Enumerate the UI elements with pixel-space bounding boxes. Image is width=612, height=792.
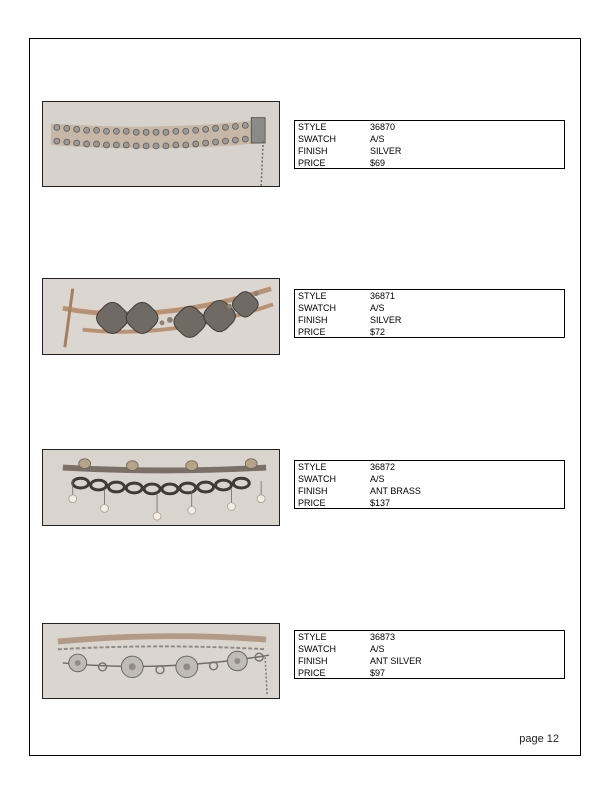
price-label: PRICE	[298, 327, 326, 337]
product-photo-36872	[42, 449, 280, 526]
spec-row-swatch	[298, 643, 561, 655]
spec-row-swatch	[298, 133, 561, 145]
spec-row-price	[298, 157, 561, 169]
finish-label: FINISH	[298, 315, 328, 325]
price-value: $97	[370, 668, 386, 678]
finish-label: FINISH	[298, 486, 328, 496]
style-value: 36871	[370, 291, 396, 301]
swatch-label: SWATCH	[298, 474, 336, 484]
swatch-label: SWATCH	[298, 134, 336, 144]
spec-row-swatch	[298, 302, 561, 314]
price-value: $72	[370, 327, 386, 337]
finish-value: ANT BRASS	[370, 486, 421, 496]
spec-row-finish	[298, 314, 561, 326]
finish-value: ANT SILVER	[370, 656, 422, 666]
price-value: $69	[370, 158, 386, 168]
spec-row-finish	[298, 145, 561, 157]
spec-table-36872	[294, 460, 565, 509]
spec-row-finish	[298, 485, 561, 497]
spec-row-swatch	[298, 473, 561, 485]
price-value: $137	[370, 498, 391, 508]
product-photo-36870	[42, 101, 280, 187]
style-label: STYLE	[298, 462, 327, 472]
price-label: PRICE	[298, 498, 326, 508]
swatch-label: SWATCH	[298, 303, 336, 313]
spec-row-style	[298, 290, 561, 302]
page-number: page 12	[519, 733, 559, 745]
price-label: PRICE	[298, 158, 326, 168]
style-label: STYLE	[298, 291, 327, 301]
swatch-value: A/S	[370, 474, 385, 484]
finish-label: FINISH	[298, 656, 328, 666]
style-value: 36872	[370, 462, 396, 472]
swatch-label: SWATCH	[298, 644, 336, 654]
spec-row-style	[298, 631, 561, 643]
price-label: PRICE	[298, 668, 326, 678]
spec-row-finish	[298, 655, 561, 667]
spec-table-36870	[294, 120, 565, 169]
spec-row-style	[298, 121, 561, 133]
spec-table-36873	[294, 630, 565, 679]
style-value: 36873	[370, 632, 396, 642]
finish-value: SILVER	[370, 315, 402, 325]
style-value: 36870	[370, 122, 396, 132]
product-photo-36873	[42, 623, 280, 699]
product-photo-36871	[42, 278, 280, 355]
style-label: STYLE	[298, 122, 327, 132]
finish-value: SILVER	[370, 146, 402, 156]
spec-row-style	[298, 461, 561, 473]
spec-row-price	[298, 497, 561, 509]
swatch-value: A/S	[370, 134, 385, 144]
spec-table-36871	[294, 289, 565, 338]
swatch-value: A/S	[370, 303, 385, 313]
spec-row-price	[298, 326, 561, 338]
spec-row-price	[298, 667, 561, 679]
style-label: STYLE	[298, 632, 327, 642]
finish-label: FINISH	[298, 146, 328, 156]
swatch-value: A/S	[370, 644, 385, 654]
